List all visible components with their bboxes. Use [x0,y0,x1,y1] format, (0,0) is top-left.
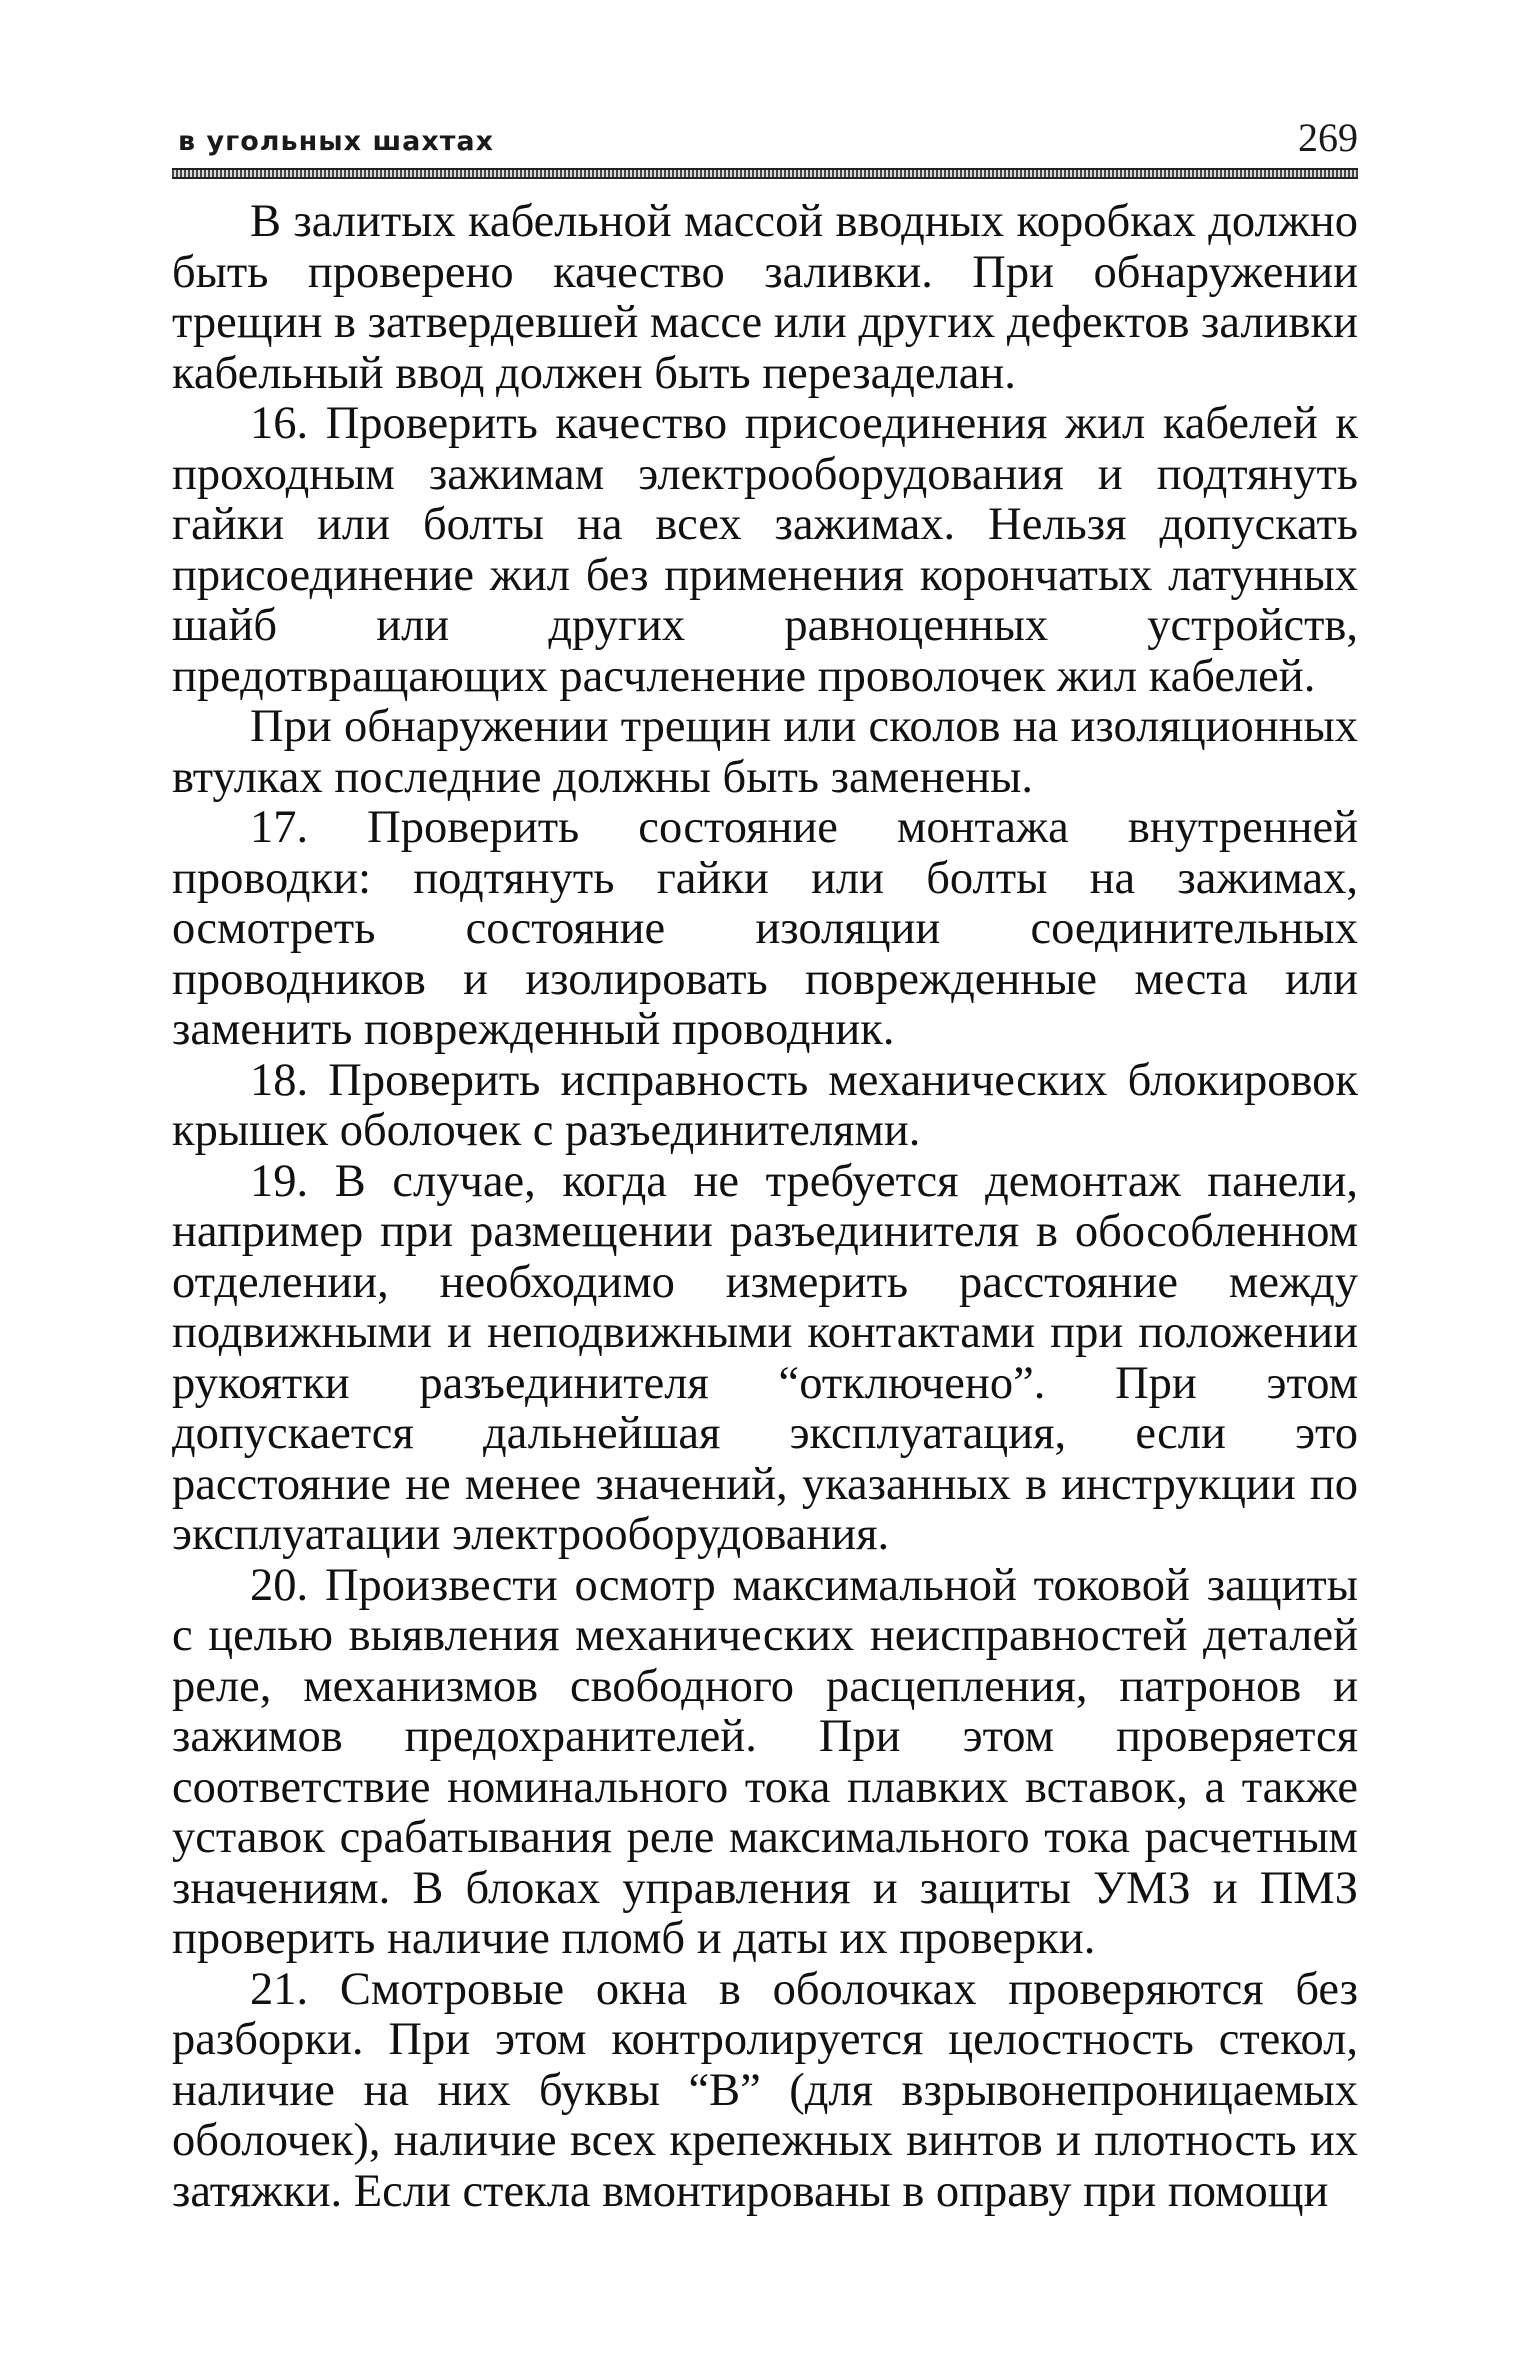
paragraph-cable-boxes: В залитых кабельной массой вводных коробках должно быть проверено качество заливки. При обнаружении трещин в затвердевшей массе или других дефектов заливки кабельный ввод должен быть перезаделан. [172,196,1358,399]
running-head [172,110,1358,168]
running-title: в угольных шахтах [178,126,495,157]
paragraph-item-17: 17. Проверить состояние монтажа внутренней проводки: подтянуть гайки или болты на зажимах, осмотреть состояние изоляции соединительных проводников и изолировать поврежденные места или заменить поврежденный проводник. [172,802,1358,1055]
paragraph-item-19: 19. В случае, когда не требуется демонтаж панели, например при размещении разъединителя в обособленном отделении, необходимо измерить расстояние между подвижными и неподвижными контактами при положении рукоятки разъединителя “отключено”. При этом допускается дальнейшая эксплуатация, если это расстояние не менее значений, указанных в инструкции по эксплуатации электрооборудования. [172,1155,1358,1560]
paragraph-item-20: 20. Произвести осмотр максимальной токовой защиты с целью выявления механических неисправностей деталей реле, механизмов свободного расцепления, патронов и зажимов предохранителей. При этом проверяется соответствие номинального тока плавких вставок, а также уставок срабатывания реле максимального тока расчетным значениям. В блоках управления и защиты УМЗ и ПМЗ проверить наличие пломб и даты их проверки. [172,1559,1358,1964]
paragraph-item-18: 18. Проверить исправность механических блокировок крышек оболочек с разъединителями. [172,1054,1358,1156]
header-rule [172,168,1358,179]
body-text [172,197,1358,2217]
paragraph-item-16: 16. Проверить качество присоединения жил кабелей к проходным зажимам электрооборудования и подтянуть гайки или болты на всех зажимах. Нельзя допускать присоединение жил без применения корончатых латунных шайб или других равноценных устройств, предотвращающих расчленение проволочек жил кабелей. [172,398,1358,702]
book-page [172,110,1358,2217]
paragraph-insulating-bushings: При обнаружении трещин или сколов на изоляционных втулках последние должны быть заменены. [172,701,1358,803]
paragraph-item-21: 21. Смотровые окна в оболочках проверяются без разборки. При этом контролируется целостность стекол, наличие на них буквы “В” (для взрывонепроницаемых оболочек), наличие всех крепежных винтов и плотность их затяжки. Если стекла вмонтированы в оправу при помощи [172,1963,1358,2217]
page-number: 269 [1298,115,1358,160]
